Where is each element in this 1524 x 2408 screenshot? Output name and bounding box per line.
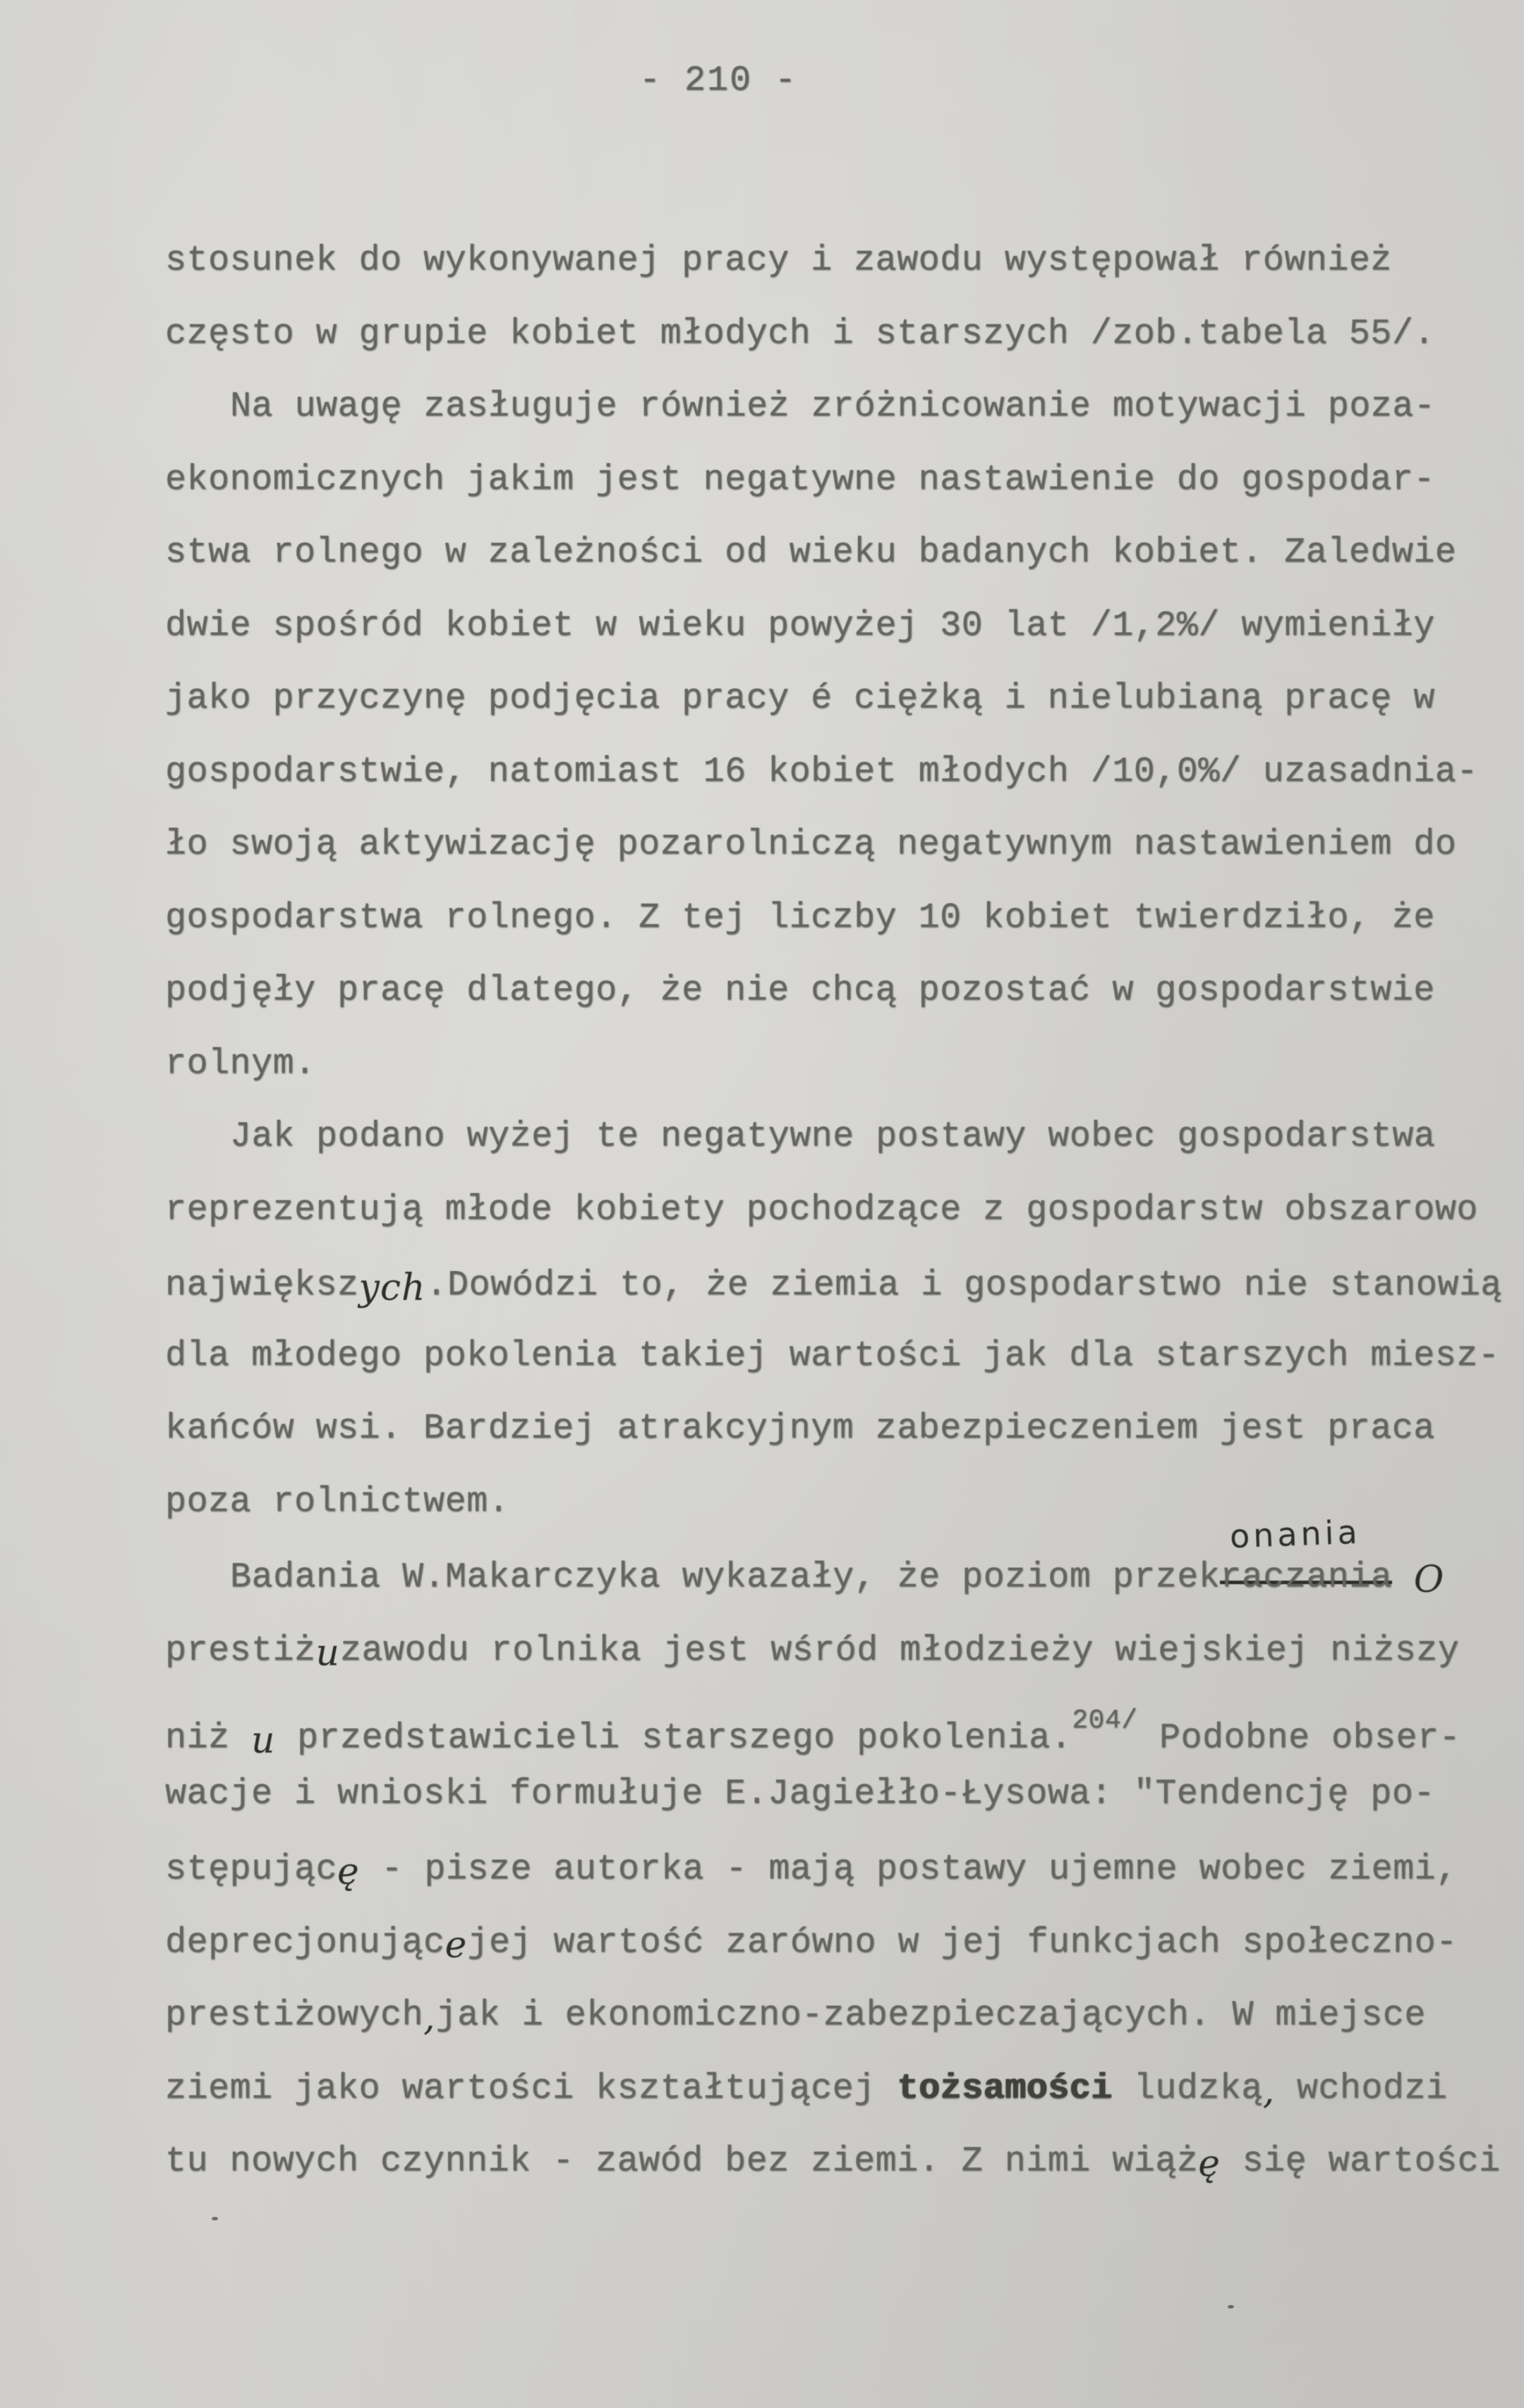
- typed-text: przedstawicieli starszego pokolenia.: [275, 1718, 1072, 1758]
- typed-text: się wartości: [1221, 2141, 1501, 2182]
- typed-text: kańców wsi. Bardziej atrakcyjnym zabezpieczeniem jest praca: [165, 1409, 1435, 1449]
- struck-word: raczania onania: [1220, 1512, 1393, 1598]
- handwritten-insert: u: [251, 1720, 276, 1762]
- handwritten-insert: ,: [1262, 2069, 1276, 2112]
- typed-text: stępując: [165, 1849, 338, 1890]
- typed-text: .Dowódzi to, że ziemia i gospodarstwo nie stanowią: [425, 1265, 1502, 1306]
- typed-text: - pisze autorka - mają postawy ujemne wobec ziemi,: [359, 1849, 1458, 1890]
- typed-text: stwa rolnego w zależności od wieku badanych kobiet. Zaledwie: [165, 533, 1457, 573]
- document-line: [165, 1512, 1445, 1612]
- document-line: [165, 736, 1478, 809]
- typed-text: jej wartość zarówno w jej funkcjach społeczno-: [467, 1922, 1458, 1963]
- document-line: [165, 1758, 1435, 1831]
- typed-text: ludzką: [1112, 2068, 1263, 2109]
- typed-text: wacje i wnioski formułuje E.Jagiełło-Łysowa: "Tendencję po-: [165, 1773, 1435, 1814]
- handwritten-insert: ,: [423, 1997, 436, 2039]
- typed-text: prestiżowych: [165, 1995, 424, 2036]
- handwritten-insert: ę: [1198, 2143, 1221, 2185]
- document-line: [165, 516, 1457, 590]
- paper-speck: [1228, 2305, 1234, 2309]
- typed-text: [1392, 1557, 1414, 1598]
- handwritten-insert: ych: [358, 1267, 426, 1309]
- document-line: [165, 1392, 1435, 1466]
- paper-speck: [212, 2217, 218, 2220]
- document-line: [165, 1174, 1478, 1247]
- typed-text: Podobne obser-: [1137, 1718, 1461, 1758]
- document-line: [165, 954, 1435, 1028]
- document-line: [165, 1320, 1500, 1393]
- document-line: [165, 1830, 1458, 1904]
- document-line: [165, 2050, 1448, 2123]
- typed-text: często w grupie kobiet młodych i starszych /zob.tabela 55/.: [165, 313, 1435, 354]
- typed-text: tu nowych czynnik - zawód bez ziemi. Z nimi wiąż: [165, 2141, 1199, 2182]
- typed-text: dwie spośród kobiet w wieku powyżej 30 lat /1,2%/ wymieniły: [165, 605, 1435, 646]
- typed-text: stosunek do wykonywanej pracy i zawodu występował również: [165, 241, 1392, 281]
- typed-text: największ: [165, 1265, 359, 1306]
- document-line: [165, 590, 1435, 663]
- typed-text: Badania W.Makarczyka wykazały, że poziom przek: [230, 1557, 1221, 1598]
- handwritten-word-above: onania: [1229, 1512, 1362, 1556]
- document-line: [165, 1612, 1460, 1685]
- typed-text: prestiż: [165, 1630, 316, 1671]
- page-number: - 210 -: [639, 61, 798, 101]
- document-line: [165, 444, 1435, 517]
- document-line: [165, 1976, 1426, 2050]
- typed-text: Jak podano wyżej te negatywne postawy wobec gospodarstwa: [230, 1117, 1436, 1157]
- document-line: [165, 1904, 1458, 1977]
- document-line: [165, 882, 1435, 955]
- document-line: [165, 1246, 1502, 1320]
- typed-text: deprecjonując: [165, 1922, 445, 1963]
- typed-text: zawodu rolnika jest wśród młodzieży wiejskiej niższy: [340, 1630, 1460, 1671]
- document-line: [165, 2122, 1501, 2196]
- handwritten-insert: O: [1413, 1559, 1445, 1601]
- typed-text: gospodarstwie, natomiast 16 kobiet młodych /10,0%/ uzasadnia-: [165, 751, 1478, 792]
- document-line: [165, 662, 1435, 736]
- typed-text: ziemi jako wartości kształtującej: [165, 2068, 897, 2109]
- superscript-footnote-ref: 204/: [1072, 1705, 1138, 1736]
- document-text-block: [165, 224, 1502, 2196]
- document-line: [165, 808, 1457, 882]
- document-line: [165, 1466, 1407, 1539]
- typed-text: wchodzi: [1275, 2068, 1448, 2109]
- typed-text: podjęły pracę dlatego, że nie chcą pozostać w gospodarstwie: [165, 971, 1435, 1011]
- handwritten-insert: e: [445, 1923, 468, 1966]
- typed-text: ło swoją aktywizację pozarolniczą negatywnym nastawieniem do: [165, 825, 1457, 865]
- typed-text: Na uwagę zasługuje również zróżnicowanie motywacji poza-: [230, 387, 1436, 427]
- handwritten-insert: ę: [337, 1851, 360, 1893]
- overstruck-word: tożsamości: [897, 2068, 1113, 2109]
- typed-text: ekonomicznych jakim jest negatywne nastawienie do gospodar-: [165, 459, 1435, 500]
- document-line: [165, 1684, 1461, 1762]
- handwritten-insert: u: [315, 1631, 341, 1674]
- document-line: [165, 224, 1407, 298]
- typed-text: reprezentują młode kobiety pochodzące z gospodarstw obszarowo: [165, 1189, 1478, 1230]
- typed-text: gospodarstwa rolnego. Z tej liczby 10 kobiet twierdziło, że: [165, 897, 1435, 938]
- document-line: [165, 1100, 1436, 1174]
- document-line: [165, 370, 1436, 444]
- typed-text: poza rolnictwem.: [165, 1481, 510, 1522]
- document-line: [165, 298, 1435, 371]
- typed-text: jak i ekonomiczno-zabezpieczających. W miejsce: [435, 1995, 1426, 2036]
- document-line: [165, 1028, 1407, 1101]
- typed-text: jako przyczynę podjęcia pracy é ciężką i nielubianą pracę w: [165, 679, 1435, 719]
- typed-text: rolnym.: [165, 1043, 316, 1084]
- typed-text: dla młodego pokolenia takiej wartości jak dla starszych miesz-: [165, 1335, 1500, 1376]
- typed-text: niż: [165, 1718, 252, 1758]
